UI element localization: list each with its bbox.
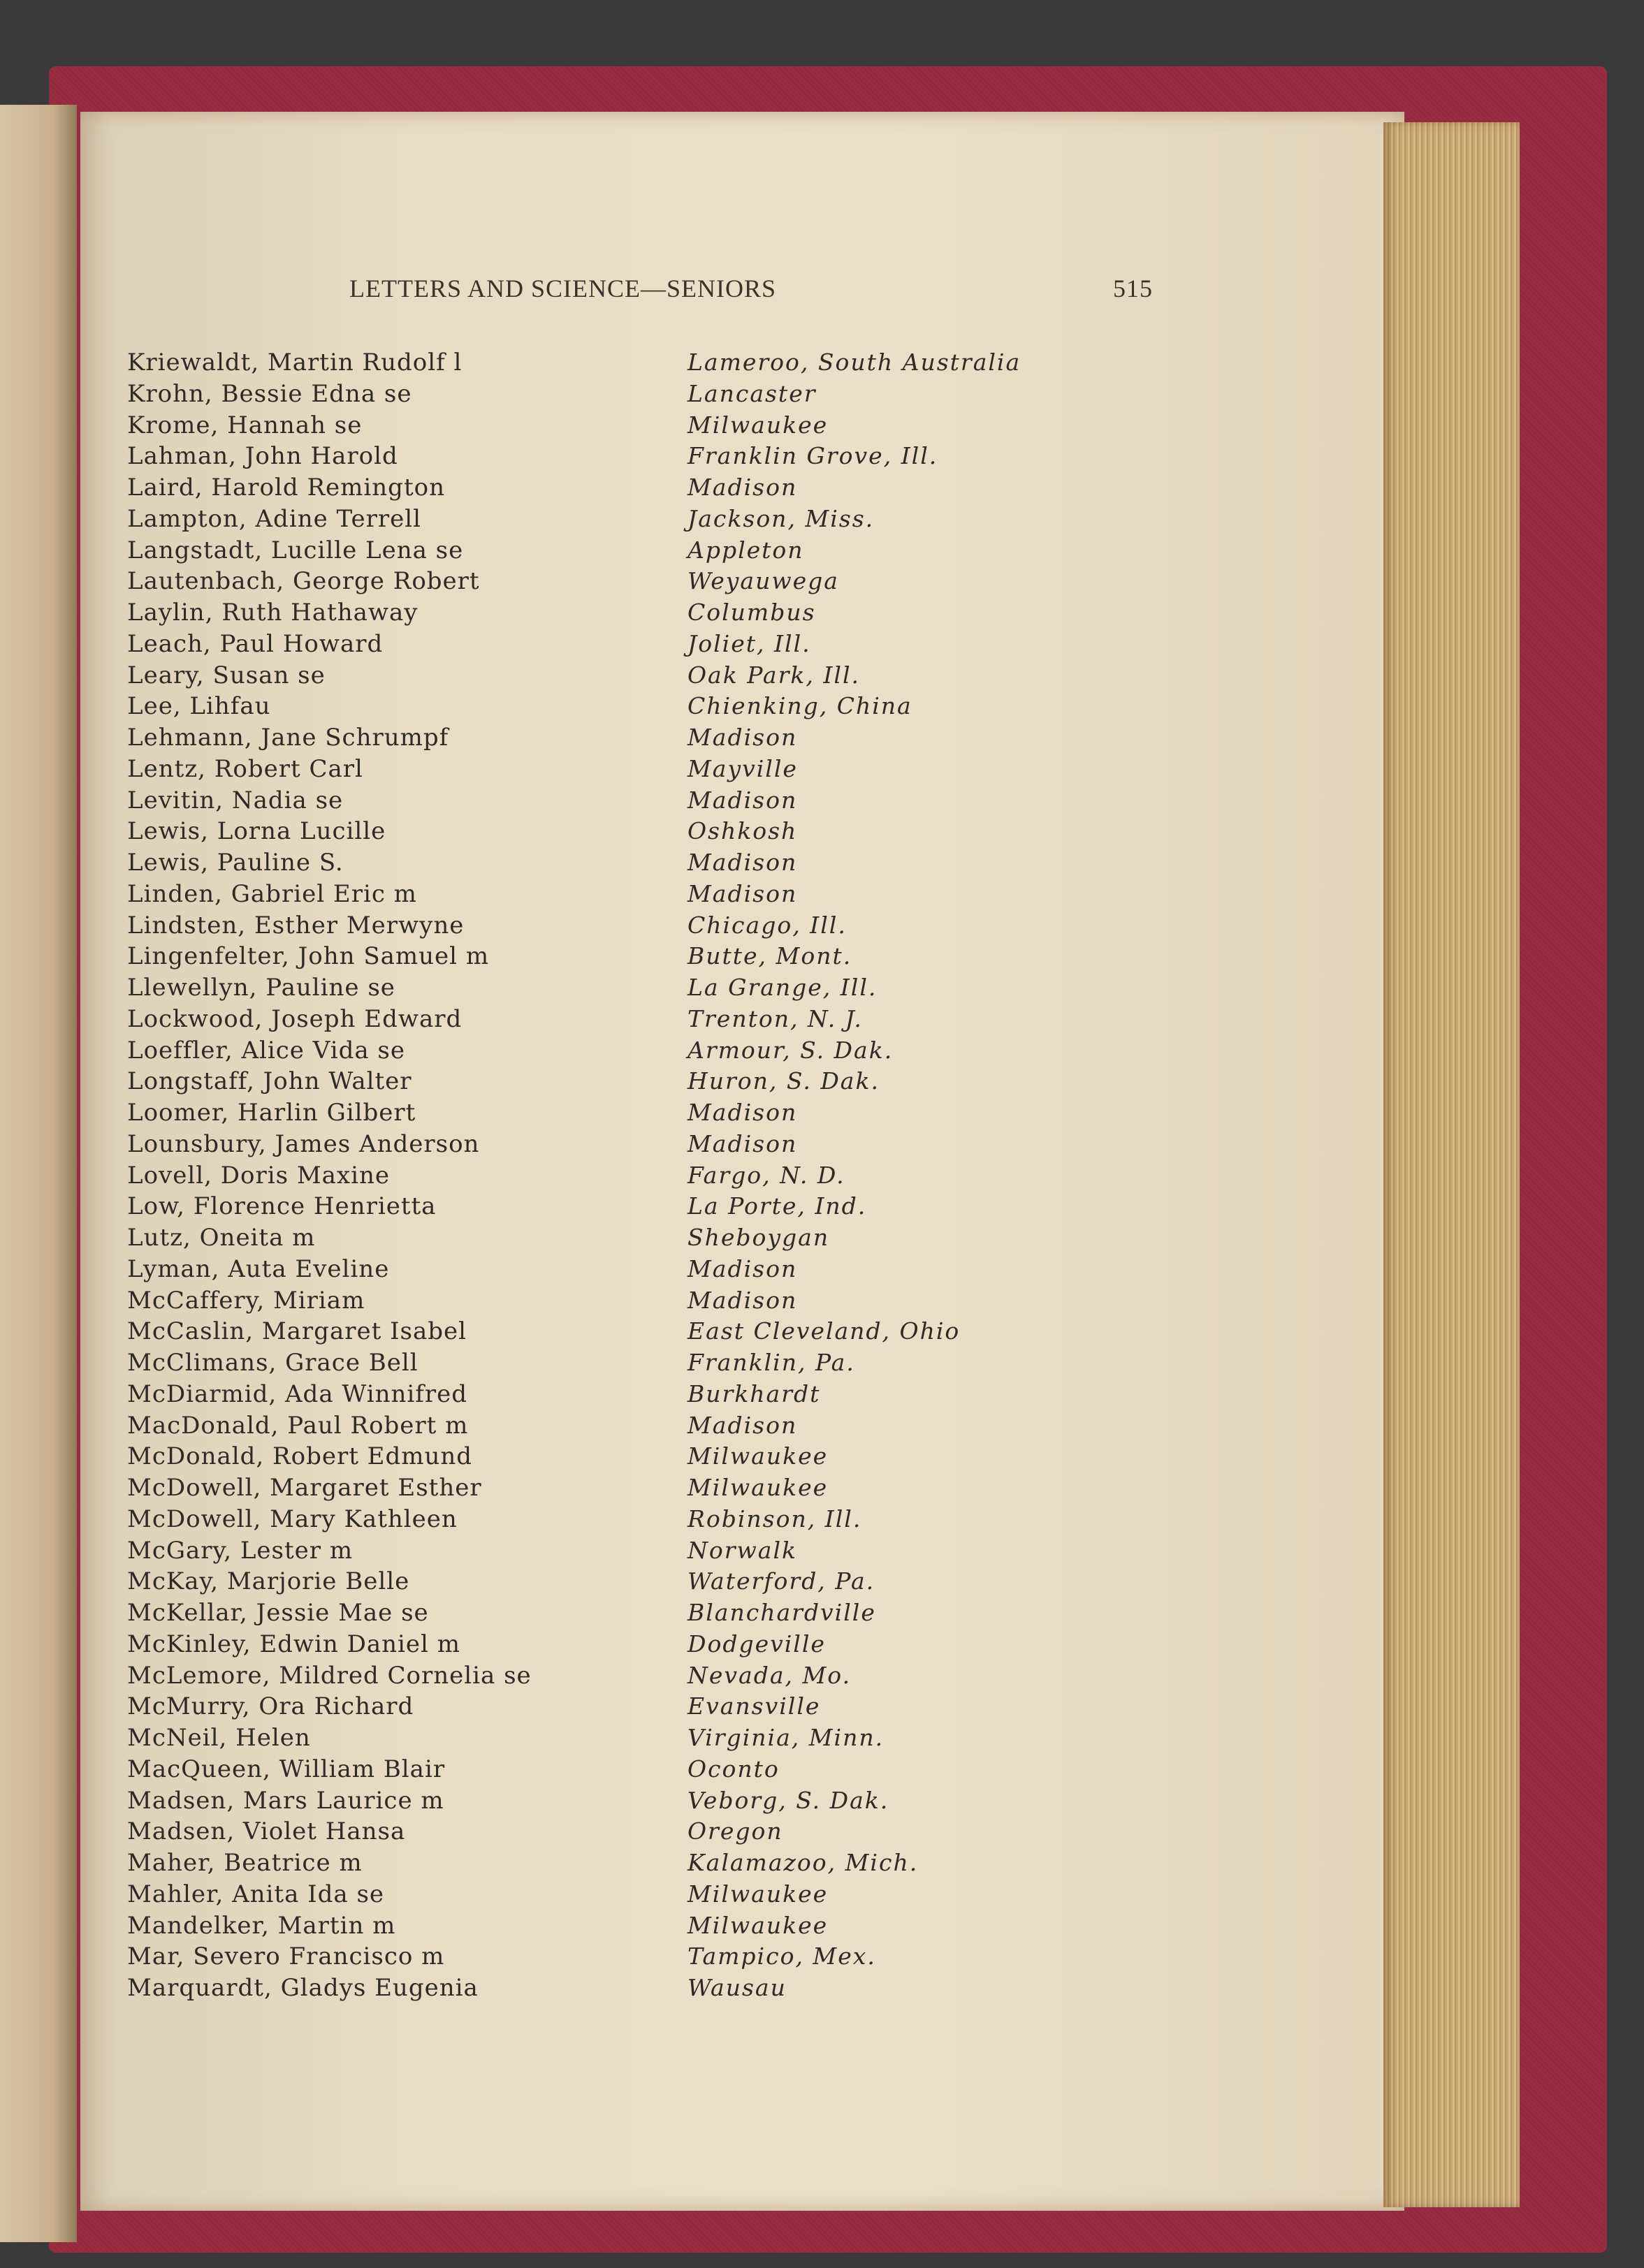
student-name: McGary, Lester m <box>127 1536 354 1565</box>
student-name: Lutz, Oneita m <box>127 1224 316 1252</box>
list-item <box>127 1191 1105 1222</box>
hometown: Milwaukee <box>688 1911 829 1939</box>
student-name: Mahler, Anita Ida se <box>127 1880 385 1908</box>
student-name: Kriewaldt, Martin Rudolf l <box>127 349 463 376</box>
list-item <box>127 1566 1105 1597</box>
hometown: La Grange, Ill. <box>688 974 878 1001</box>
hometown: Armour, S. Dak. <box>688 1036 894 1064</box>
student-name: McDonald, Robert Edmund <box>127 1442 473 1471</box>
list-item <box>127 1722 1105 1754</box>
student-name: Lee, Lihfau <box>127 692 271 721</box>
list-item <box>127 1004 1105 1035</box>
hometown: Milwaukee <box>688 411 829 439</box>
page-block-edge <box>1383 122 1520 2207</box>
student-name: Lovell, Doris Maxine <box>127 1161 391 1190</box>
list-item <box>127 1660 1105 1692</box>
hometown: Chienking, China <box>688 692 912 720</box>
student-name: McCaslin, Margaret Isabel <box>127 1317 467 1346</box>
list-item <box>127 722 1105 754</box>
hometown: Franklin, Pa. <box>688 1349 855 1376</box>
hometown: Milwaukee <box>688 1442 829 1470</box>
list-item <box>127 1691 1105 1722</box>
hometown: Madison <box>688 786 798 814</box>
list-item <box>127 347 1105 379</box>
hometown: Sheboygan <box>688 1224 830 1251</box>
list-item <box>127 1629 1105 1660</box>
list-item <box>127 566 1105 597</box>
student-name: Langstadt, Lucille Lena se <box>127 536 464 564</box>
student-name: Lockwood, Joseph Edward <box>127 1004 463 1033</box>
hometown: Trenton, N. J. <box>688 1004 863 1032</box>
student-name: Lewis, Lorna Lucille <box>127 817 386 846</box>
list-item <box>127 941 1105 972</box>
student-name: Loomer, Harlin Gilbert <box>127 1099 416 1127</box>
student-name: Loeffler, Alice Vida se <box>127 1036 405 1065</box>
list-item <box>127 1254 1105 1285</box>
student-name: McDowell, Mary Kathleen <box>127 1505 458 1533</box>
student-name: Llewellyn, Pauline se <box>127 974 395 1002</box>
student-name: Leach, Paul Howard <box>127 629 384 658</box>
list-item <box>127 1441 1105 1472</box>
student-name: Lentz, Robert Carl <box>127 754 363 783</box>
list-item <box>127 1785 1105 1817</box>
list-item <box>127 379 1105 410</box>
hometown: Nevada, Mo. <box>688 1661 852 1689</box>
student-name: Lounsbury, James Anderson <box>127 1129 480 1158</box>
hometown: East Cleveland, Ohio <box>688 1317 961 1345</box>
list-item <box>127 1973 1105 2004</box>
hometown: Franklin Grove, Ill. <box>688 442 938 470</box>
student-name: Lingenfelter, John Samuel m <box>127 942 490 971</box>
list-item <box>127 441 1105 472</box>
student-name: Maher, Beatrice m <box>127 1849 363 1877</box>
list-item <box>127 535 1105 566</box>
hometown: Fargo, N. D. <box>688 1161 845 1189</box>
hometown: Milwaukee <box>688 1880 829 1908</box>
hometown: Oconto <box>688 1755 780 1783</box>
student-name: Laylin, Ruth Hathaway <box>127 599 419 627</box>
hometown: Huron, S. Dak. <box>688 1067 880 1095</box>
student-name: Lyman, Auta Eveline <box>127 1254 390 1283</box>
list-item <box>127 1129 1105 1160</box>
hometown: Madison <box>688 1099 798 1126</box>
student-name: Levitin, Nadia se <box>127 786 344 814</box>
list-item <box>127 754 1105 785</box>
hometown: Jackson, Miss. <box>688 504 875 532</box>
hometown: Joliet, Ill. <box>688 629 811 657</box>
list-item <box>127 1848 1105 1879</box>
student-name: Leary, Susan se <box>127 661 326 689</box>
hometown: Butte, Mont. <box>688 942 852 970</box>
list-item <box>127 504 1105 535</box>
student-name: McDiarmid, Ada Winnifred <box>127 1380 468 1408</box>
student-name: McKay, Marjorie Belle <box>127 1567 410 1596</box>
list-item <box>127 691 1105 722</box>
list-item <box>127 660 1105 692</box>
student-name: Lehmann, Jane Schrumpf <box>127 724 449 752</box>
hometown: Madison <box>688 849 798 876</box>
list-item <box>127 1816 1105 1848</box>
student-list <box>127 347 1105 2004</box>
student-name: Mar, Severo Francisco m <box>127 1943 445 1971</box>
hometown: Madison <box>688 1411 798 1439</box>
hometown: Oak Park, Ill. <box>688 661 860 689</box>
hometown: Weyauwega <box>688 567 839 595</box>
hometown: Evansville <box>688 1692 821 1720</box>
student-name: Low, Florence Henrietta <box>127 1192 437 1221</box>
student-name: Linden, Gabriel Eric m <box>127 879 417 908</box>
page-number: 515 <box>1113 275 1153 302</box>
list-item <box>127 1597 1105 1629</box>
hometown: Lameroo, South Australia <box>688 349 1021 376</box>
student-name: McCaffery, Miriam <box>127 1286 365 1315</box>
list-item <box>127 1379 1105 1410</box>
student-name: McKellar, Jessie Mae se <box>127 1599 429 1627</box>
hometown: Madison <box>688 1129 798 1157</box>
student-name: Madsen, Mars Laurice m <box>127 1786 444 1815</box>
list-item <box>127 879 1105 910</box>
list-item <box>127 597 1105 629</box>
hometown: Tampico, Mex. <box>688 1943 876 1970</box>
hometown: Kalamazoo, Mich. <box>688 1849 919 1876</box>
list-item <box>127 410 1105 441</box>
student-name: McClimans, Grace Bell <box>127 1349 419 1377</box>
hometown: Appleton <box>688 536 804 564</box>
hometown: Milwaukee <box>688 1474 829 1501</box>
hometown: Lancaster <box>688 379 817 407</box>
section-title: LETTERS AND SCIENCE—SENIORS <box>349 275 777 302</box>
student-name: MacDonald, Paul Robert m <box>127 1411 469 1440</box>
list-item <box>127 1941 1105 1973</box>
running-header <box>349 274 1153 309</box>
student-name: Longstaff, John Walter <box>127 1067 412 1096</box>
hometown: La Porte, Ind. <box>688 1192 867 1220</box>
student-name: Lewis, Pauline S. <box>127 849 344 877</box>
hometown: Blanchardville <box>688 1599 876 1626</box>
student-name: Lindsten, Esther Merwyne <box>127 911 465 939</box>
list-item <box>127 1504 1105 1535</box>
hometown: Oshkosh <box>688 817 798 845</box>
hometown: Madison <box>688 1254 798 1282</box>
student-name: Lampton, Adine Terrell <box>127 504 422 533</box>
student-name: McNeil, Helen <box>127 1724 311 1752</box>
hometown: Oregon <box>688 1817 783 1845</box>
hometown: Madison <box>688 724 798 751</box>
list-item <box>127 1754 1105 1785</box>
list-item <box>127 1316 1105 1347</box>
list-item <box>127 1347 1105 1379</box>
list-item <box>127 1910 1105 1942</box>
hometown: Madison <box>688 474 798 501</box>
student-name: Mandelker, Martin m <box>127 1911 396 1940</box>
hometown: Wausau <box>688 1974 787 2001</box>
hometown: Virginia, Minn. <box>688 1724 885 1751</box>
hometown: Dodgeville <box>688 1630 826 1658</box>
list-item <box>127 910 1105 942</box>
student-name: Marquardt, Gladys Eugenia <box>127 1974 479 2002</box>
student-name: Laird, Harold Remington <box>127 474 445 502</box>
student-name: McDowell, Margaret Esther <box>127 1474 482 1502</box>
list-item <box>127 1285 1105 1317</box>
hometown: Burkhardt <box>688 1380 821 1407</box>
list-item <box>127 1035 1105 1067</box>
list-item <box>127 472 1105 504</box>
hometown: Veborg, S. Dak. <box>688 1786 889 1814</box>
student-name: McMurry, Ora Richard <box>127 1692 414 1721</box>
student-name: McKinley, Edwin Daniel m <box>127 1630 460 1658</box>
hometown: Robinson, Ill. <box>688 1505 862 1532</box>
list-item <box>127 785 1105 817</box>
student-name: Krome, Hannah se <box>127 411 363 439</box>
hometown: Madison <box>688 879 798 907</box>
list-item <box>127 1472 1105 1504</box>
student-name: Lautenbach, George Robert <box>127 567 480 596</box>
student-name: Krohn, Bessie Edna se <box>127 379 412 408</box>
list-item <box>127 1160 1105 1192</box>
student-name: McLemore, Mildred Cornelia se <box>127 1661 532 1690</box>
list-item <box>127 1066 1105 1097</box>
hometown: Chicago, Ill. <box>688 911 847 939</box>
hometown: Norwalk <box>688 1536 797 1564</box>
student-name: Lahman, John Harold <box>127 442 398 471</box>
list-item <box>127 972 1105 1004</box>
list-item <box>127 1879 1105 1910</box>
list-item <box>127 1535 1105 1567</box>
list-item <box>127 629 1105 660</box>
facing-page-edge <box>0 105 77 2242</box>
list-item <box>127 816 1105 847</box>
student-name: MacQueen, William Blair <box>127 1755 446 1783</box>
list-item <box>127 847 1105 879</box>
hometown: Columbus <box>688 599 816 626</box>
list-item <box>127 1097 1105 1129</box>
list-item <box>127 1410 1105 1442</box>
student-name: Madsen, Violet Hansa <box>127 1817 406 1846</box>
hometown: Madison <box>688 1286 798 1314</box>
list-item <box>127 1222 1105 1254</box>
hometown: Waterford, Pa. <box>688 1567 875 1595</box>
hometown: Mayville <box>688 754 798 782</box>
